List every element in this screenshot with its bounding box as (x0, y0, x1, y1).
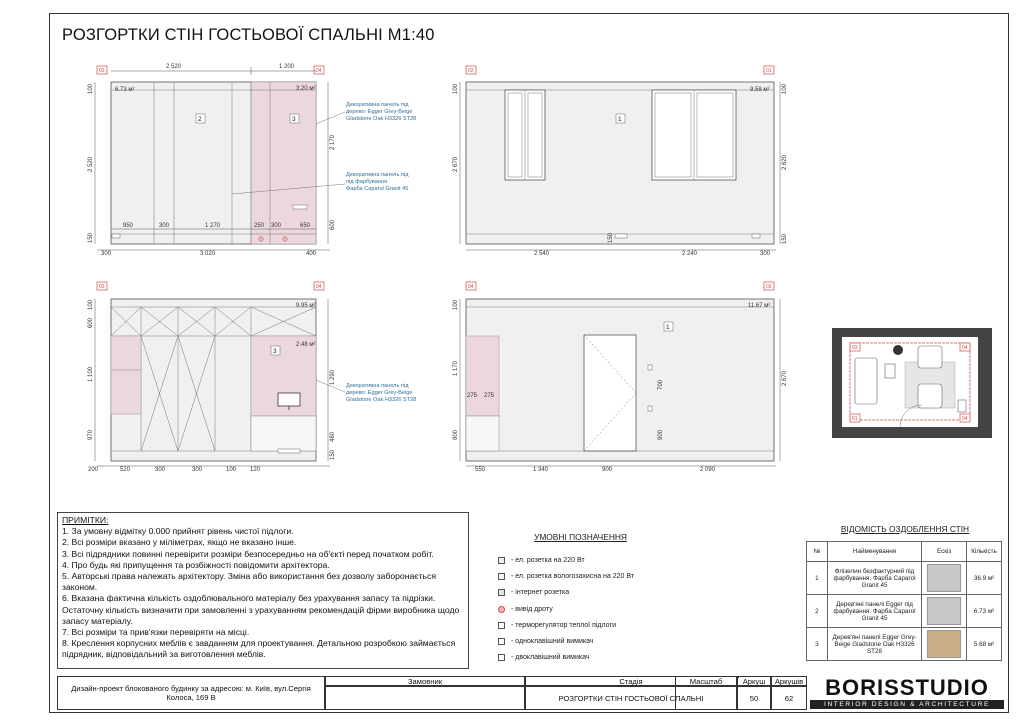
dimension: 300 (271, 223, 282, 229)
dimension: 300 (101, 251, 112, 257)
note-item: 3. Всі підрядники повинні перевірити розміри безпосередньо на об'єкті перед початком робіт. (62, 548, 434, 559)
wall-elevation-bottom-left (88, 282, 416, 473)
dimension: 2 620 (782, 154, 788, 170)
dimension: 650 (300, 223, 311, 229)
material-note: Декоративна панель під дерево: Egger Grey-Beige Gladstone Oak H3326 ST28 (346, 383, 417, 403)
legend-heading: УМОВНІ ПОЗНАЧЕННЯ (534, 532, 627, 542)
dimension: 2 090 (700, 467, 716, 473)
notes-heading: ПРИМІТКИ: (62, 515, 109, 525)
dimension: 2 670 (782, 370, 788, 386)
customer-label: Замовник (325, 676, 525, 686)
sheets-value: 62 (771, 686, 807, 710)
finish-table (806, 541, 1002, 661)
dimension: 800 (453, 429, 459, 440)
dimension: 950 (123, 223, 134, 229)
legend-item: - ел. розетка на 220 Вт (498, 552, 698, 568)
note-item: 4. Про будь які припущення та розбіжності повідомити архітектора. (62, 559, 330, 570)
dimension: 970 (88, 429, 94, 440)
dimension: 700 (658, 379, 664, 390)
note-item: 5. Авторські права належать архітектору. Зміна або використання без дозволу заборонається законом. (62, 571, 436, 593)
note-item: 8. Креслення корпусних меблів є завданням для проектування. Детальною розробкою займається підрядник, відповідальний за виготовлення меблів. (62, 638, 456, 660)
wire-outlet-icon (498, 606, 505, 613)
column-header: № (807, 542, 828, 562)
dimension: 150 (330, 449, 336, 460)
dimension: 900 (658, 429, 664, 440)
section-marker: 02 (468, 68, 474, 74)
stage-label: Стадія (525, 676, 737, 686)
swatch (927, 597, 961, 625)
column-header: Найменування (827, 542, 921, 562)
dimension: 1 100 (88, 366, 94, 382)
section-marker: 01 (766, 68, 772, 74)
legend-item: - інтернет розетка (498, 585, 698, 601)
swatch (927, 630, 961, 658)
dimension: 3 020 (200, 251, 216, 257)
sheet-value: 50 (737, 686, 771, 710)
dimension: 300 (192, 467, 203, 473)
door (584, 335, 636, 451)
single-switch-icon (498, 638, 505, 645)
thermostat-icon (498, 622, 505, 629)
dimension: 900 (602, 467, 613, 473)
logo-text: BORISSTUDIO (825, 675, 989, 700)
project-name: Дизайн-проект блокованого будинку за адресою: м. Київ, вул.Сергія Колоса, 169 В (57, 676, 325, 710)
wall-elevation-top-right (453, 66, 788, 257)
section-marker: 04 (316, 284, 322, 290)
section-marker: 04 (962, 345, 968, 351)
legend-item: - ел. розетка вологозахисна на 220 Вт (498, 568, 698, 584)
studio-logo (807, 676, 1007, 710)
area-label: 9.95 м² (296, 303, 316, 309)
dimension: 300 (159, 223, 170, 229)
column-header: Ескіз (922, 542, 967, 562)
dimension: 100 (453, 83, 459, 94)
dimension: 1 290 (330, 369, 336, 385)
dimension: 100 (88, 83, 94, 94)
dimension: 2 520 (166, 64, 182, 70)
section-marker: 03 (99, 284, 105, 290)
section-marker: 01 (852, 416, 858, 422)
dimension: 1 170 (453, 360, 459, 376)
zone-tag: 3 (292, 116, 296, 123)
dimension: 120 (250, 467, 261, 473)
logo-subtitle: INTERIOR DESIGN & ARCHITECTURE (810, 700, 1004, 709)
legend-item: - терморегулятор теплої підлоги (498, 617, 698, 633)
customer-value (325, 686, 525, 710)
legend-item: - вивід дроту (498, 601, 698, 617)
dimension: 100 (782, 83, 788, 94)
sheet-label: Аркуш (737, 676, 771, 686)
finish-schedule (806, 524, 1004, 661)
swatch (927, 564, 961, 592)
dimension: 250 (254, 223, 265, 229)
note-item: 2. Всі розміри вказано у міліметрах, якщо не вказано інше. (62, 537, 297, 548)
dimension: 480 (330, 431, 336, 442)
dimension: 150 (608, 232, 614, 243)
zone-tag: 2 (198, 116, 202, 123)
dimension: 150 (88, 232, 94, 243)
dimension: 550 (475, 467, 486, 473)
dimension: 100 (226, 467, 237, 473)
area-label: 3.20 м² (296, 86, 316, 92)
section-marker: 03 (852, 345, 858, 351)
dimension: 1 200 (279, 64, 295, 70)
stage-value: РОЗГОРТКИ СТІН ГОСТЬОВОЇ СПАЛЬНІ (525, 686, 737, 710)
waterproof-socket-icon (498, 573, 505, 580)
wall-elevation-bottom-right (453, 282, 788, 473)
sheets-label: Аркушів (771, 676, 807, 686)
scale-label: Масштаб (675, 676, 737, 686)
dimension: 600 (88, 317, 94, 328)
area-label: 2.48 м² (296, 342, 316, 348)
internet-socket-icon (498, 589, 505, 596)
column-header: Кількість (967, 542, 1002, 562)
section-marker: 04 (316, 68, 322, 74)
dimension: 400 (306, 251, 317, 257)
section-marker: 04 (468, 284, 474, 290)
zone-tag: 3 (273, 348, 277, 355)
zone-tag: 1 (666, 324, 670, 331)
dimension: 300 (760, 251, 771, 257)
window (652, 90, 736, 180)
dimension: 2 670 (453, 156, 459, 172)
finish-heading: ВІДОМІСТЬ ОЗДОБЛЕННЯ СТІН (840, 524, 970, 534)
wall-elevation-top-left (88, 64, 416, 257)
dimension: 275 (467, 393, 478, 399)
note-item: 7. Всі розміри та прив'язки перевіряти на місці. (62, 627, 250, 638)
material-note: Декоративна панель під дерево: Egger Grey-Beige Gladstone Oak H3326 ST28 (346, 102, 417, 122)
note-item: 1. За умовну відмітку 0.000 прийнят рівень чистої підлоги. (62, 526, 294, 537)
floor-plan-thumbnail (832, 328, 992, 438)
legend-item: - двоклавішний вимикач (498, 650, 698, 666)
dimension: 2 520 (88, 156, 94, 172)
section-marker: 03 (766, 284, 772, 290)
socket-icon (498, 557, 505, 564)
legend (498, 532, 698, 666)
scale-value (675, 686, 737, 710)
table-row: 2 Дерев'яні панелі Egger під фарбування. Фарба Caparol Granit 45 6.73 м² (807, 595, 1002, 628)
section-marker: 03 (99, 68, 105, 74)
notes-box (57, 512, 469, 669)
dimension: 2 540 (534, 251, 550, 257)
area-label: 9.58 м² (750, 87, 770, 93)
dimension: 520 (120, 467, 131, 473)
page-title: РОЗГОРТКИ СТІН ГОСТЬОВОЇ СПАЛЬНІ М1:40 (62, 26, 435, 44)
dimension: 2 170 (330, 134, 336, 150)
area-label: 6.73 м² (115, 87, 135, 93)
material-note: Декоративна панель під під фарбування. Фарба Caparol Granit 45 (346, 172, 409, 192)
dimension: 1 340 (533, 467, 549, 473)
dimension: 300 (155, 467, 166, 473)
table-row: 1 Флізелин безфактурний під фарбування. Фарба Caparol Granit 45 36.9 м² (807, 562, 1002, 595)
dimension: 275 (484, 393, 495, 399)
window (505, 90, 545, 180)
decor-panel-paint (251, 82, 316, 244)
dimension: 2 240 (682, 251, 698, 257)
title-block (57, 676, 1007, 710)
double-switch-icon (498, 654, 505, 661)
dimension: 100 (88, 299, 94, 310)
dimension: 200 (88, 467, 99, 473)
note-item: 6. Вказана фактична кількість оздоблювального матеріалу без урахування запасу та підрізки. Остаточну кількість визначити при замовленні з урахуванням рекомендацій фірми виробника щодо запасу матеріалу. (62, 593, 460, 626)
table-row: 3 Дерев'яні панелі Egger Grey-Beige Gladstone Oak H3326 ST28 5.68 м² (807, 628, 1002, 661)
section-marker: 04 (962, 416, 968, 422)
dimension: 1 270 (205, 223, 221, 229)
area-label: 11.67 м² (748, 303, 771, 309)
dimension: 600 (330, 219, 336, 230)
zone-tag: 1 (618, 116, 622, 123)
dimension: 150 (782, 233, 788, 244)
dimension: 100 (453, 299, 459, 310)
legend-item: - одноклавішний вимикач (498, 633, 698, 649)
